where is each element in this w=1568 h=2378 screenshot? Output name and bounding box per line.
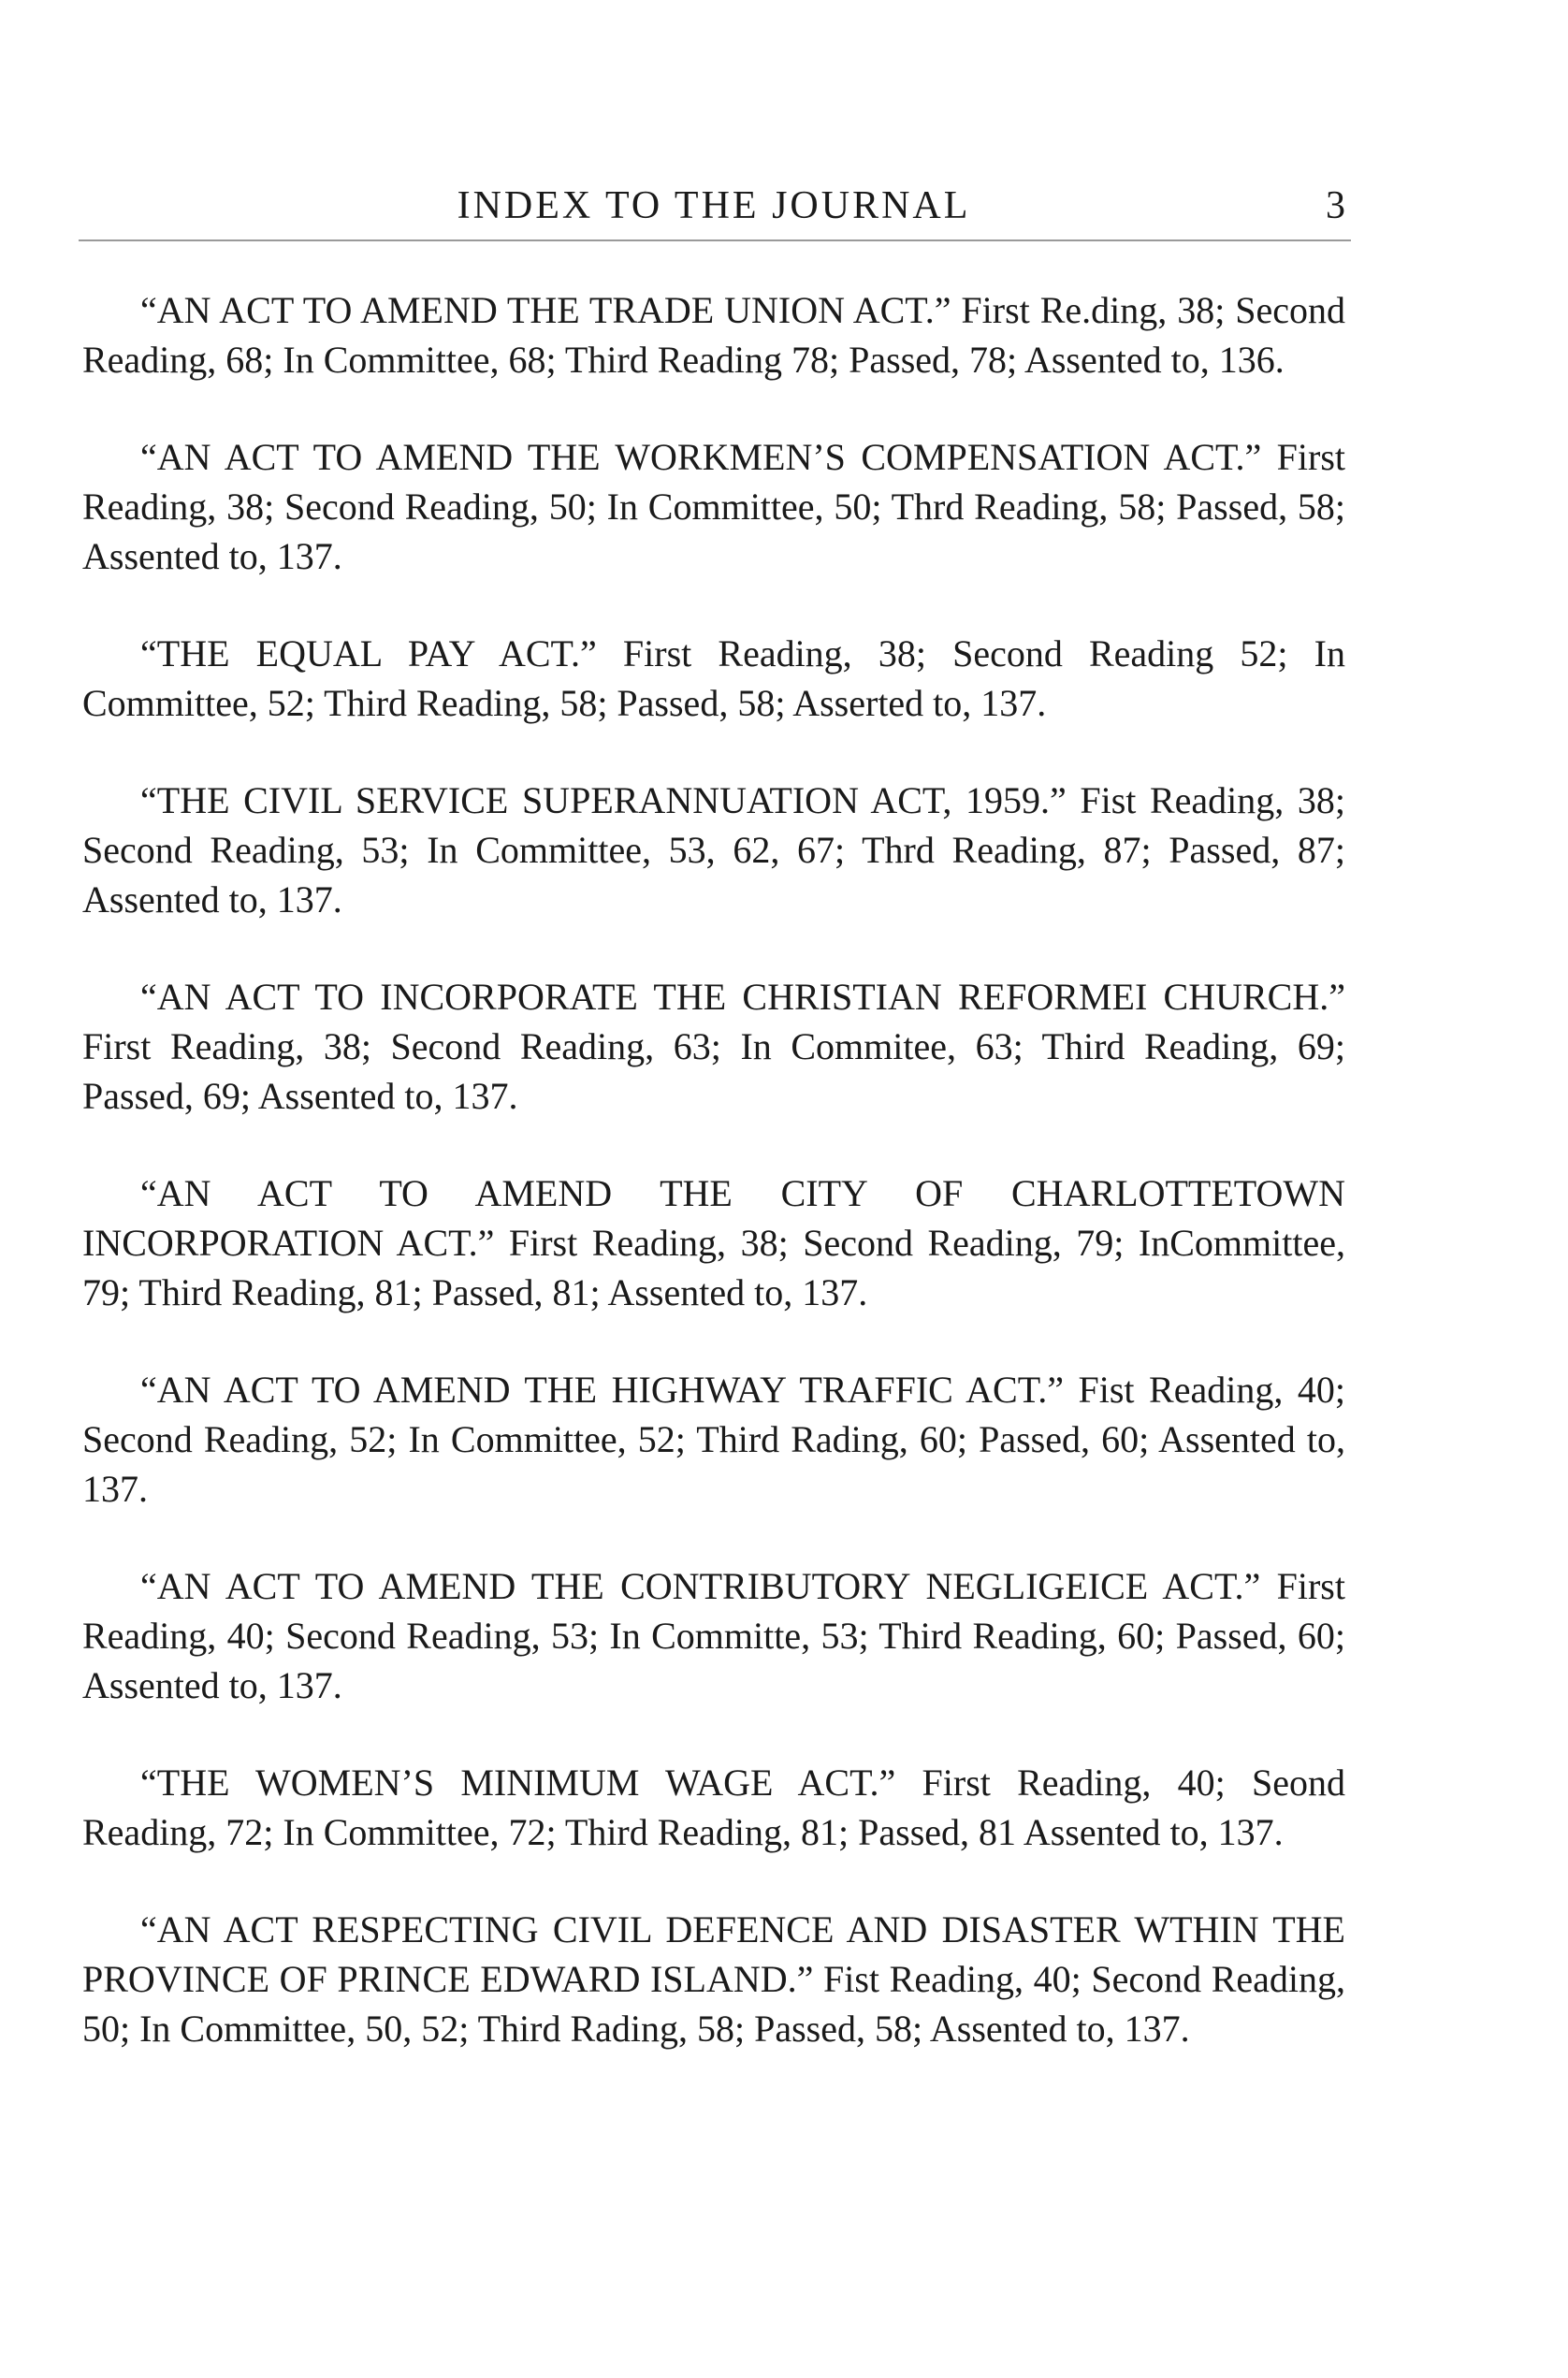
index-entry-christian-reformed-church: “AN ACT TO INCORPORATE THE CHRISTIAN REFORMEI CHURCH.” First Reading, 38; Second Reading, 63; In Commitee, 63; Third Reading, 69; Passed, 69; Assented to, 137.: [82, 976, 1345, 1117]
index-entries: [82, 285, 1345, 2101]
index-entry-trade-union-act: “AN ACT TO AMEND THE TRADE UNION ACT.” First Re.ding, 38; Second Reading, 68; In Committee, 68; Third Reading 78; Passed, 78; Assented to, 136.: [82, 289, 1345, 381]
index-entry-civil-service-superannuation-act: “THE CIVIL SERVICE SUPERANNUATION ACT, 1959.” Fist Reading, 38; Second Reading, 53; In Committee, 53, 62, 67; Thrd Reading, 87; Passed, 87; Assented to, 137.: [82, 779, 1345, 921]
page-number: 3: [1326, 184, 1345, 227]
page-title: INDEX TO THE JOURNAL: [457, 184, 971, 227]
index-entry-workmens-compensation-act: “AN ACT TO AMEND THE WORKMEN’S COMPENSATION ACT.” First Reading, 38; Second Reading, 50; In Committee, 50; Thrd Reading, 58; Passed, 58; Assented to, 137.: [82, 436, 1345, 577]
index-entry-highway-traffic-act: “AN ACT TO AMEND THE HIGHWAY TRAFFIC ACT.” Fist Reading, 40; Second Reading, 52; In Committee, 52; Third Rading, 60; Passed, 60; Assented to, 137.: [82, 1369, 1345, 1510]
index-entry-equal-pay-act: “THE EQUAL PAY ACT.” First Reading, 38; Second Reading 52; In Committee, 52; Third Reading, 58; Passed, 58; Asserted to, 137.: [82, 632, 1345, 724]
index-entry-charlottetown-incorporation-act: “AN ACT TO AMEND THE CITY OF CHARLOTTETOWN INCORPORATION ACT.” First Reading, 38; Second Reading, 79; InCommittee, 79; Third Reading, 81; Passed, 81; Assented to, 137.: [82, 1172, 1345, 1313]
page-header: [82, 178, 1345, 234]
header-rule: [79, 239, 1351, 241]
index-entry-civil-defence-act: “AN ACT RESPECTING CIVIL DEFENCE AND DISASTER WTHIN THE PROVINCE OF PRINCE EDWARD ISLAND.” Fist Reading, 40; Second Reading, 50; In Committee, 50, 52; Third Rading, 58; Passed, 58; Assented to, 137.: [82, 1908, 1345, 2050]
index-entry-womens-minimum-wage-act: “THE WOMEN’S MINIMUM WAGE ACT.” First Reading, 40; Seond Reading, 72; In Committee, 72; Third Reading, 81; Passed, 81 Assented to, 137.: [82, 1762, 1345, 1853]
index-entry-contributory-negligence-act: “AN ACT TO AMEND THE CONTRIBUTORY NEGLIGEICE ACT.” First Reading, 40; Second Reading, 53; In Committe, 53; Third Reading, 60; Passed, 60; Assented to, 137.: [82, 1565, 1345, 1706]
